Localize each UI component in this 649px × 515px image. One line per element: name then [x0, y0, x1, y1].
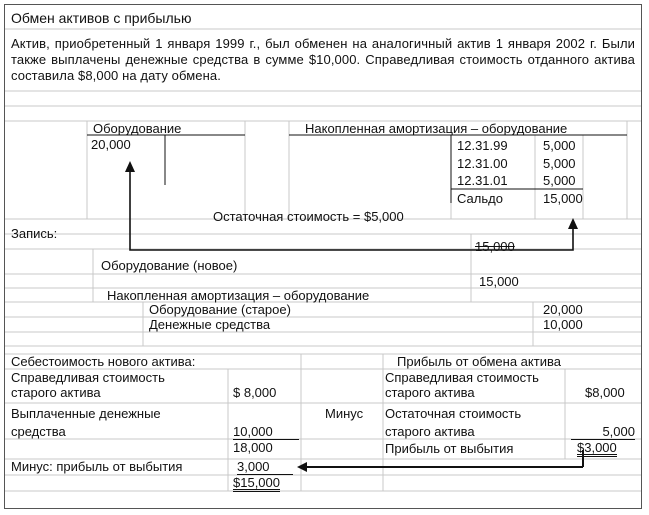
cost-minus-gain-value: 3,000 — [237, 460, 293, 475]
gain-nbv-label-line2: старого актива — [385, 424, 475, 439]
entry-debit-accumulated: Накопленная амортизация – оборудование — [107, 288, 370, 303]
entry-credit-amount: 20,000 — [543, 302, 583, 317]
gain-nbv-value: 5,000 — [571, 425, 635, 440]
accumulated-t-account-title: Накопленная амортизация – оборудование — [305, 121, 568, 136]
gain-fv-label-line1: Справедливая стоимость — [385, 370, 539, 385]
entry-debit-new-equipment: Оборудование (новое) — [101, 258, 238, 273]
problem-description: Актив, приобретенный 1 января 1999 г., был обменен на аналогичный актив 1 января 2002 г. Были также выплачены денежные средства в сумме $10,000. Справедливая стоимость отданного актива составила $8,000 на дату обмена. — [11, 36, 635, 83]
cost-cash-value: 10,000 — [233, 425, 299, 440]
worksheet — [4, 4, 642, 509]
accum-date: 12.31.01 — [457, 173, 508, 188]
cost-section-title: Себестоимость нового актива: — [11, 354, 196, 369]
gain-result-value: $3,000 — [577, 440, 617, 455]
equipment-debit: 20,000 — [91, 137, 131, 152]
gain-minus-label: Минус — [325, 406, 364, 421]
accum-amount: 5,000 — [543, 138, 576, 153]
accum-amount: 5,000 — [543, 156, 576, 171]
cost-total: $15,000 — [233, 475, 280, 490]
entry-debit-amount: 15,000 — [479, 274, 519, 289]
gain-fv-value: $8,000 — [585, 385, 625, 400]
net-book-value: Остаточная стоимость = $5,000 — [213, 209, 404, 224]
page-title: Обмен активов с прибылью — [11, 10, 192, 26]
entry-credit-cash: Денежные средства — [149, 317, 271, 332]
entry-credit-old-equipment: Оборудование (старое) — [149, 302, 291, 317]
cost-fv-value: $ 8,000 — [233, 385, 277, 400]
accum-date: 12.31.99 — [457, 138, 508, 153]
cost-fv-label-line1: Справедливая стоимость — [11, 370, 165, 385]
struck-amount: 15,000 — [475, 239, 515, 254]
accum-balance-label: Сальдо — [457, 191, 503, 206]
cost-minus-gain-label: Минус: прибыль от выбытия — [11, 459, 183, 474]
entry-label: Запись: — [11, 226, 58, 241]
cost-fv-label-line2: старого актива — [11, 385, 101, 400]
cost-subtotal: 18,000 — [233, 440, 273, 455]
gain-section-title: Прибыль от обмена актива — [397, 354, 561, 369]
accum-amount: 5,000 — [543, 173, 576, 188]
entry-credit-amount: 10,000 — [543, 317, 583, 332]
accum-date: 12.31.00 — [457, 156, 508, 171]
equipment-t-account-title: Оборудование — [93, 121, 182, 136]
gain-result-label: Прибыль от выбытия — [385, 441, 514, 456]
gain-nbv-label-line1: Остаточная стоимость — [385, 406, 522, 421]
accum-balance-amount: 15,000 — [543, 191, 583, 206]
cost-cash-label-line1: Выплаченные денежные — [11, 406, 161, 421]
gain-fv-label-line2: старого актива — [385, 385, 475, 400]
cost-cash-label-line2: средства — [11, 424, 66, 439]
